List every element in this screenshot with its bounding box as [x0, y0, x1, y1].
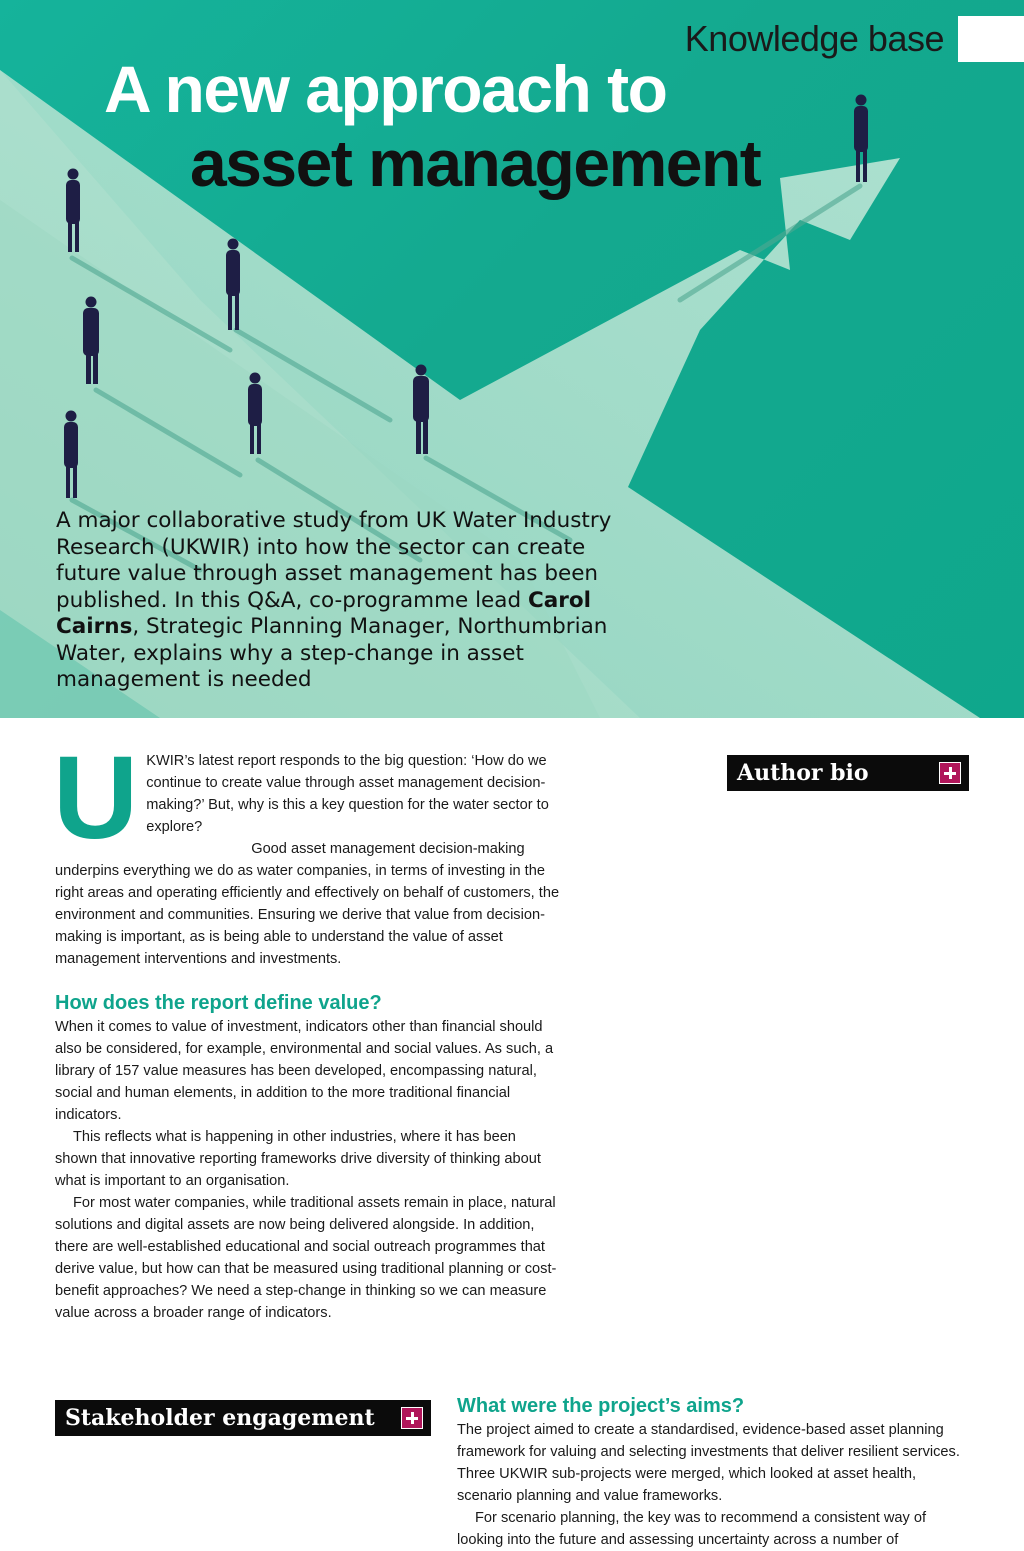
page-title-line2: asset management	[190, 126, 761, 200]
standfirst	[56, 508, 616, 694]
plus-icon[interactable]	[939, 762, 961, 784]
stakeholder-engagement-label: Stakeholder engagement	[65, 1405, 375, 1431]
question-heading-1: How does the report define value?	[55, 992, 382, 1014]
stakeholder-engagement-box[interactable]	[55, 1400, 431, 1436]
author-bio-label: Author bio	[737, 760, 869, 786]
hero-banner	[0, 0, 1024, 718]
section-label: Knowledge base	[684, 18, 944, 59]
article-body-continued	[457, 1393, 962, 1548]
article-body	[53, 732, 560, 1324]
intro-paragraph-2: Good asset management decision-making underpins everything we do as water companies, in terms of investing in the right areas and operating efficiently and effectively on behalf of customers, the environment and communities. Ensuring we derive that value from decision-making is important, as is being able to understand the value of asset management interventions and investments.	[55, 841, 560, 967]
answer-paragraph-2: This reflects what is happening in other industries, where it has been shown that innovative reporting frameworks drive diversity of thinking about what is important to an organisation.	[55, 1129, 541, 1189]
page-title-line1: A new approach to	[104, 52, 667, 126]
question-heading-2: What were the project’s aims?	[457, 1395, 745, 1417]
answer-paragraph-3: For most water companies, while traditional assets remain in place, natural solutions and digital assets are now being delivered alongside. In addition, there are well-established educational and social outreach programmes that derive value, but how can that be measured using traditional planning or cost-benefit approaches? We need a step-change in thinking so we can measure value across a broader range of indicators.	[55, 1195, 557, 1321]
author-bio-box[interactable]	[727, 755, 969, 791]
drop-cap: U	[53, 732, 139, 864]
section-label-box	[958, 16, 1024, 62]
plus-icon[interactable]	[401, 1407, 423, 1429]
author-name: Carol Cairns	[56, 587, 591, 639]
answer-paragraph-4: The project aimed to create a standardised, evidence-based asset planning framework for valuing and selecting investments that deliver resilient services. Three UKWIR sub-projects were merged, which looked at asset health, scenario planning and value frameworks.	[457, 1422, 960, 1504]
answer-paragraph-1: When it comes to value of investment, indicators other than financial should also be considered, for example, environmental and social values. As such, a library of 157 value measures has been developed, encompassing natural, social and human elements, in addition to the more traditional financial indicators.	[55, 1019, 554, 1123]
intro-paragraph-1	[53, 732, 560, 864]
intro-text-1: KWIR’s latest report responds to the big question: ‘How do we continue to create value through asset management decision-making?’ But, why is this a key question for the water sector to explore?	[146, 753, 549, 835]
standfirst-text-2: , Strategic Planning Manager, Northumbrian Water, explains why a step-change in asset management is needed	[56, 614, 608, 692]
answer-paragraph-5: For scenario planning, the key was to recommend a consistent way of looking into the future and assessing uncertainty across a number of	[457, 1510, 927, 1548]
standfirst-text-1: A major collaborative study from UK Water Industry Research (UKWIR) into how the sector can create future value through asset management has been published. In this Q&A, co-programme lead	[56, 508, 612, 613]
